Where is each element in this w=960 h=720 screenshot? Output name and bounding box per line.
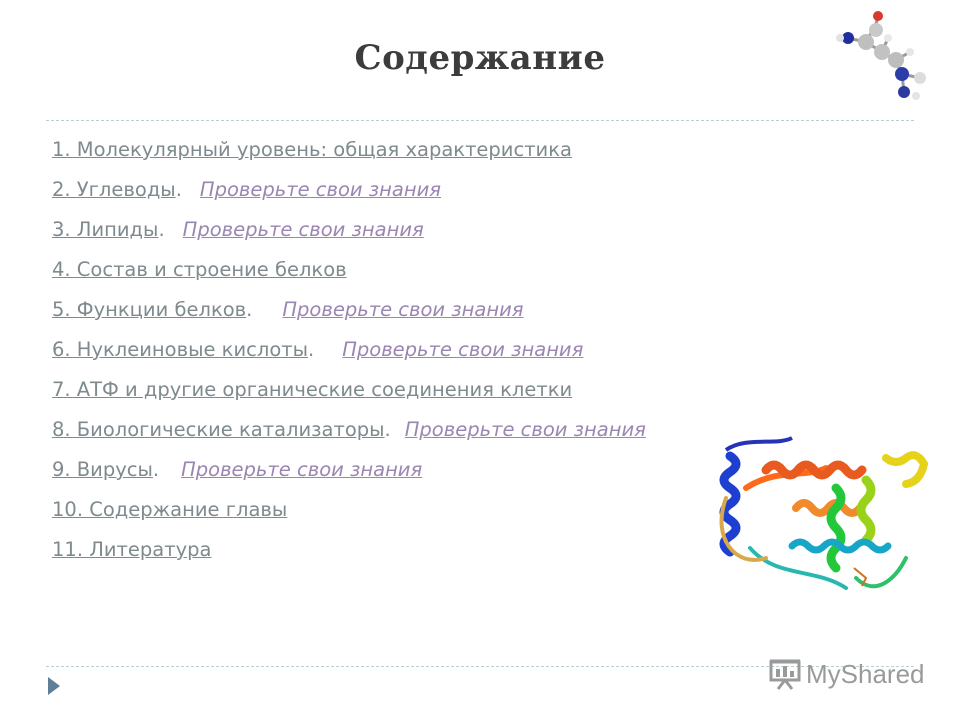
separator: . bbox=[246, 298, 253, 321]
toc-row bbox=[52, 215, 752, 255]
toc-link[interactable]: 4. Состав и строение белков bbox=[52, 258, 347, 281]
check-knowledge-link[interactable]: Проверьте свои знания bbox=[342, 338, 584, 361]
toc-row bbox=[52, 495, 752, 535]
toc-row bbox=[52, 255, 752, 295]
toc-row bbox=[52, 175, 752, 215]
toc-link[interactable]: 8. Биологические катализаторы bbox=[52, 418, 385, 441]
toc-row bbox=[52, 415, 752, 455]
toc-row bbox=[52, 455, 752, 495]
molecule-model-icon bbox=[830, 8, 940, 108]
protein-structure-icon bbox=[706, 428, 932, 608]
toc-link[interactable]: 6. Нуклеиновые кислоты bbox=[52, 338, 309, 361]
toc-row bbox=[52, 135, 752, 175]
check-knowledge-link[interactable]: Проверьте свои знания bbox=[181, 458, 423, 481]
table-of-contents bbox=[52, 135, 752, 575]
check-knowledge-link[interactable]: Проверьте свои знания bbox=[199, 178, 442, 201]
separator: . bbox=[152, 458, 160, 481]
separator: . bbox=[175, 178, 182, 201]
top-divider bbox=[46, 120, 914, 121]
separator: . bbox=[384, 418, 391, 441]
check-knowledge-link[interactable]: Проверьте свои знания bbox=[404, 418, 646, 441]
toc-row bbox=[52, 535, 752, 575]
next-slide-arrow-icon[interactable] bbox=[48, 677, 60, 695]
check-knowledge-link[interactable]: Проверьте свои знания bbox=[282, 298, 524, 321]
watermark bbox=[768, 656, 925, 692]
toc-row bbox=[52, 295, 752, 335]
toc-row bbox=[52, 335, 752, 375]
separator: . bbox=[308, 338, 315, 361]
toc-row bbox=[52, 375, 752, 415]
watermark-text: MyShared bbox=[806, 658, 925, 689]
toc-link[interactable]: 10. Содержание главы bbox=[52, 498, 288, 521]
toc-link[interactable]: 9. Вирусы bbox=[52, 458, 153, 481]
toc-link[interactable]: 11. Литература bbox=[52, 538, 212, 561]
toc-link[interactable]: 2. Углеводы bbox=[52, 178, 176, 201]
toc-link[interactable]: 3. Липиды bbox=[52, 218, 159, 241]
toc-link[interactable]: 1. Молекулярный уровень: общая характеристика bbox=[52, 138, 572, 161]
separator: . bbox=[158, 218, 165, 241]
presentation-board-icon bbox=[768, 657, 802, 691]
toc-link[interactable]: 5. Функции белков bbox=[52, 298, 247, 321]
page-title: Содержание bbox=[354, 38, 606, 78]
check-knowledge-link[interactable]: Проверьте свои знания bbox=[182, 218, 424, 241]
toc-link[interactable]: 7. АТФ и другие органические соединения клетки bbox=[52, 378, 573, 401]
